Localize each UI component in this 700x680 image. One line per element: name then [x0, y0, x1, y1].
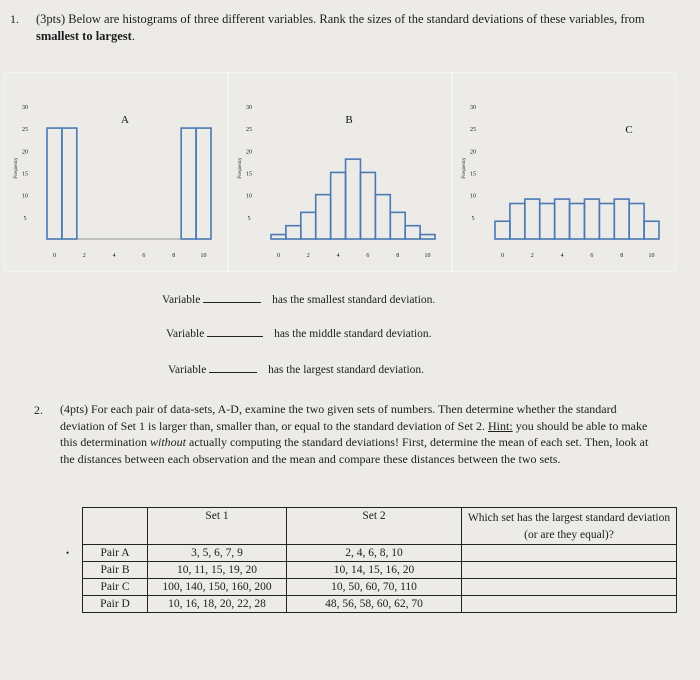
- table-header-row: [83, 508, 677, 545]
- set2-cell: 10, 50, 60, 70, 110: [287, 579, 462, 596]
- y-axis-title: Frequency: [462, 157, 467, 179]
- y-tick-label: 30: [22, 104, 28, 111]
- hint-text: you should be able to make this determination: [60, 418, 648, 450]
- y-tick-label: 20: [470, 149, 476, 156]
- answer-cell[interactable]: [462, 579, 677, 596]
- answer-blank-smallest[interactable]: [203, 292, 261, 303]
- ranking-suffix: has the middle standard deviation.: [274, 328, 432, 340]
- set2-cell: 10, 14, 15, 16, 20: [287, 562, 462, 579]
- ranking-suffix: has the largest standard deviation.: [268, 364, 425, 376]
- header-cell: [83, 508, 148, 545]
- ranking-row-smallest: [162, 292, 435, 306]
- x-tick-label: 2: [530, 253, 534, 259]
- histogram-bar: [375, 195, 390, 239]
- x-tick-label: 4: [560, 253, 564, 259]
- histogram-label: B: [345, 114, 353, 126]
- question-1-emphasis: smallest to largest: [36, 29, 132, 43]
- histogram-a-svg: [5, 73, 227, 271]
- set1-cell: 3, 5, 6, 7, 9: [148, 545, 287, 562]
- y-tick-label: 25: [246, 127, 252, 134]
- y-tick-label: 25: [22, 127, 28, 134]
- y-tick-label: 5: [247, 215, 251, 222]
- ranking-suffix: has the smallest standard deviation.: [272, 294, 436, 306]
- question-1-points: (3pts): [36, 12, 66, 26]
- pair-label: Pair A: [83, 545, 148, 562]
- hint-rest: actually computing the standard deviations! First, determine the mean of each set. Then, look at the distances between each observation and the mean and compare these distances between the two sets.: [60, 435, 649, 466]
- x-tick-label: 4: [112, 253, 116, 259]
- x-tick-label: 8: [172, 253, 176, 259]
- histogram-c-svg: [453, 73, 675, 271]
- x-tick-label: 8: [620, 253, 624, 259]
- pair-label: Pair D: [83, 596, 148, 613]
- histogram-bar: [570, 204, 585, 240]
- histogram-bar: [286, 226, 301, 239]
- y-tick-label: 25: [470, 127, 476, 134]
- histogram-bar: [540, 204, 555, 240]
- ranking-prefix: Variable: [166, 328, 205, 340]
- histogram-bar: [525, 199, 540, 239]
- y-axis-title: Frequency: [238, 157, 243, 179]
- histogram-bar: [420, 235, 435, 239]
- y-tick-label: 20: [22, 149, 28, 156]
- histogram-bar: [390, 212, 405, 239]
- x-tick-label: 10: [424, 253, 431, 259]
- set1-cell: 100, 140, 150, 160, 200: [148, 579, 287, 596]
- y-tick-label: 10: [246, 193, 252, 200]
- table-row: [83, 562, 677, 579]
- y-axis-title: Frequency: [14, 157, 19, 179]
- y-tick-label: 15: [470, 171, 476, 178]
- ranking-row-middle: [166, 326, 432, 340]
- y-tick-label: 15: [22, 171, 28, 178]
- x-tick-label: 0: [52, 253, 56, 259]
- hint-italic: without: [149, 435, 186, 450]
- header-cell: Set 2: [287, 508, 462, 545]
- histogram-bar: [47, 128, 62, 239]
- y-tick-label: 5: [471, 215, 475, 222]
- histogram-bar: [62, 128, 77, 239]
- x-tick-label: 2: [306, 253, 310, 259]
- question-1-body: Below are histograms of three different variables. Rank the sizes of the standard deviations of these variables, from: [68, 12, 645, 26]
- set1-cell: 10, 16, 18, 20, 22, 28: [148, 596, 287, 613]
- histogram-bar: [346, 159, 361, 239]
- ranking-prefix: Variable: [168, 364, 207, 376]
- histogram-bar: [301, 212, 316, 239]
- header-cell: Which set has the largest standard deviation (or are they equal)?: [462, 508, 677, 545]
- histogram-bar: [196, 128, 211, 239]
- y-tick-label: 30: [470, 104, 476, 111]
- question-2-number: 2.: [34, 403, 43, 417]
- x-tick-label: 6: [142, 253, 146, 259]
- question-2-text: [60, 401, 650, 467]
- answer-cell[interactable]: [462, 562, 677, 579]
- set2-cell: 2, 4, 6, 8, 10: [287, 545, 462, 562]
- hint-label: Hint:: [488, 418, 513, 433]
- y-tick-label: 20: [246, 149, 252, 156]
- header-cell: Set 1: [148, 508, 287, 545]
- histogram-bar: [360, 172, 375, 239]
- answer-cell[interactable]: [462, 545, 677, 562]
- histogram-b: [228, 72, 452, 272]
- histogram-bar: [495, 221, 510, 239]
- histogram-bar: [555, 199, 570, 239]
- pair-label: Pair C: [83, 579, 148, 596]
- histogram-bar: [584, 199, 599, 239]
- histogram-bar: [331, 172, 346, 239]
- table-row: [83, 579, 677, 596]
- set1-cell: 10, 11, 15, 19, 20: [148, 562, 287, 579]
- x-tick-label: 6: [366, 253, 370, 259]
- answer-cell[interactable]: [462, 596, 677, 613]
- x-tick-label: 2: [82, 253, 86, 259]
- histogram-c: [452, 72, 676, 272]
- histogram-bar: [181, 128, 196, 239]
- y-tick-label: 5: [23, 215, 27, 222]
- histogram-label: C: [625, 124, 633, 136]
- x-tick-label: 10: [200, 253, 207, 259]
- answer-blank-middle[interactable]: [207, 326, 263, 337]
- pair-label: Pair B: [83, 562, 148, 579]
- x-tick-label: 4: [336, 253, 340, 259]
- datasets-table: [82, 507, 677, 613]
- histogram-bar: [599, 204, 614, 240]
- ranking-prefix: Variable: [162, 294, 201, 306]
- set2-cell: 48, 56, 58, 60, 62, 70: [287, 596, 462, 613]
- x-tick-label: 0: [276, 253, 280, 259]
- x-tick-label: 8: [396, 253, 400, 259]
- y-tick-label: 30: [246, 104, 252, 111]
- x-tick-label: 10: [648, 253, 655, 259]
- histogram-bar: [629, 204, 644, 240]
- x-tick-label: 6: [590, 253, 594, 259]
- histogram-bar: [614, 199, 629, 239]
- bullet-dot: •: [66, 548, 70, 558]
- histogram-a: [4, 72, 228, 272]
- histogram-label: A: [121, 114, 129, 126]
- histogram-bar: [644, 221, 659, 239]
- question-1-number: 1.: [10, 12, 19, 26]
- y-tick-label: 10: [22, 193, 28, 200]
- histogram-bar: [316, 195, 331, 239]
- question-2-body: (4pts) For each pair of data-sets, A-D, examine the two given sets of numbers. Then determine whether the standard deviation of Set 1 is larger than, smaller than, or equal to the standard deviation of Set 2.: [60, 402, 617, 433]
- question-1-text: [36, 11, 656, 45]
- x-tick-label: 0: [500, 253, 504, 259]
- ranking-row-largest: [168, 362, 424, 376]
- histogram-bar: [405, 226, 420, 239]
- histogram-bar: [510, 204, 525, 240]
- question-1-end: .: [131, 29, 135, 43]
- y-tick-label: 10: [470, 193, 476, 200]
- answer-blank-largest[interactable]: [209, 362, 257, 373]
- table-row: [83, 545, 677, 562]
- histogram-bar: [271, 235, 286, 239]
- histogram-b-svg: [229, 73, 451, 271]
- y-tick-label: 15: [246, 171, 252, 178]
- table-row: [83, 596, 677, 613]
